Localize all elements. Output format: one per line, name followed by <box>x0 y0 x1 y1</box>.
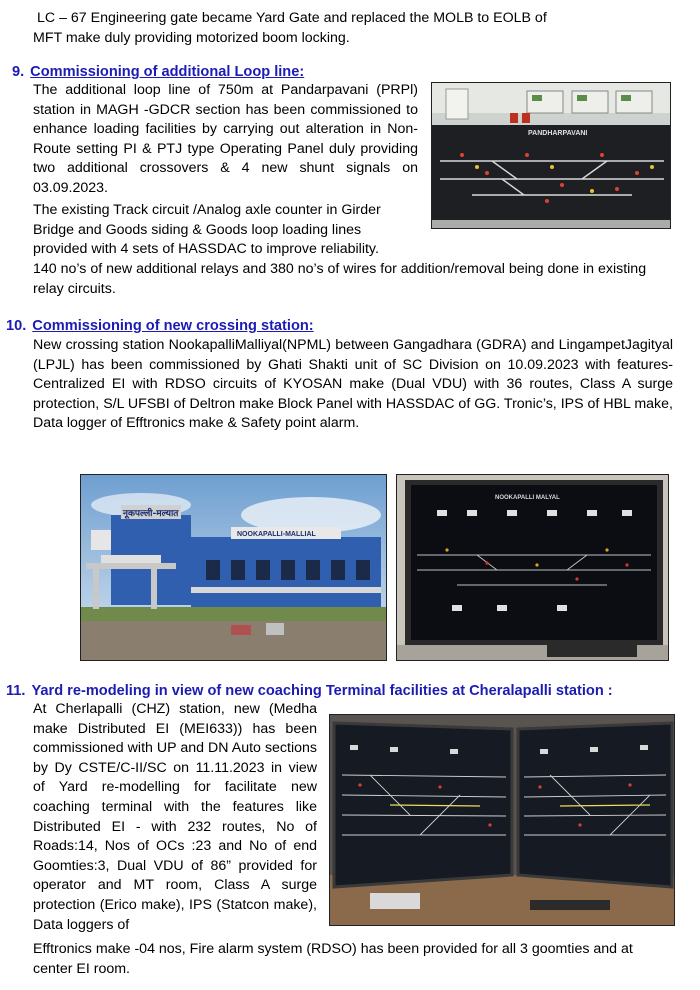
operating-panel-photo <box>431 82 671 229</box>
section-11-title: Yard re-modeling in view of new coaching Terminal facilities at Cheralapalli station : <box>31 683 613 699</box>
section-10-title: Commissioning of new crossing station: <box>32 318 314 334</box>
panel-station-label: PANDHARPAVANI <box>528 130 588 137</box>
section-9-heading <box>12 63 304 82</box>
station-building-photo <box>80 474 387 661</box>
section-10-number: 10. <box>6 318 27 334</box>
section-9-paragraph-1: The additional loop line of 750m at Pandarpavani (PRPl) station in MAGH -GDCR section has been commissioned to enhance loading facilities by carrying out alteration in Non-Route setting PI & PTJ type Operating Panel duly providing two additional crossovers & 4 new shunt signals on 03.09.2023. <box>33 82 418 196</box>
section-11-heading <box>6 682 613 701</box>
section-9-paragraph-3: 140 no’s of new additional relays and 380 no’s of wires for addition/removal being done in existing relay circuits. <box>33 261 647 297</box>
section-10-heading <box>6 317 314 336</box>
intro-line-2: MFT make duly providing motorized boom locking. <box>33 30 350 46</box>
station-sign-hindi: नूकपल्ली-मल्यात <box>123 509 179 519</box>
section-9-number: 9. <box>12 64 25 80</box>
station-sign-english: NOOKAPALLI-MALLIAL <box>237 531 316 538</box>
section-9-paragraph-2: The existing Track circuit /Analog axle counter in Girder Bridge and Goods siding & Goods loop loading lines provided with 4 sets of HASSDAC to improve reliability. <box>33 202 381 258</box>
vdu-station-title: NOOKAPALLI MALYAL <box>495 495 560 501</box>
vdu-screen-photo <box>396 474 669 661</box>
section-10-paragraph: New crossing station NookapalliMalliyal(NPML) between Gangadhara (GDRA) and LingampetJagityal (LPJL) has been commissioned by Ghati Shakti unit of SC Division on 10.09.2023 with features- Centralized EI with RDSO circuits of KYOSAN make (Dual VDU) with 36 routes, Class A surge protection, S/L UFSBI of Deltron make Block Panel with HASSDAC of GG. Tronic’s, IPS of HBL make, Data logger of Efftronics make & Safety point alarm. <box>33 337 673 432</box>
intro-line-1: LC – 67 Engineering gate became Yard Gate and replaced the MOLB to EOLB of <box>37 10 547 26</box>
section-9-title: Commissioning of additional Loop line: <box>30 64 305 80</box>
dual-monitor-photo <box>329 714 675 926</box>
section-11-number: 11. <box>6 683 26 699</box>
section-11-paragraph-full: Efftronics make -04 nos, Fire alarm system (RDSO) has been provided for all 3 goomties and at center EI room. <box>33 941 633 977</box>
section-11-paragraph-side: At Cherlapalli (CHZ) station, new (Medha make Distributed EI (MEI633)) has been commissioned with UP and DN Auto sections by Dy CSTE/C-II/SC on 11.11.2023 in view of Yard re-modelling for facilitate new coaching terminal with the features like Distributed EI - with 232 routes, No of Roads:14, Nos of OCs :23 and No of end Goomties:3, Dual VDU of 86” provided for operator and MT room, Class A surge protection (Erico make), IPS (Statcon make), Data loggers of <box>33 701 317 933</box>
